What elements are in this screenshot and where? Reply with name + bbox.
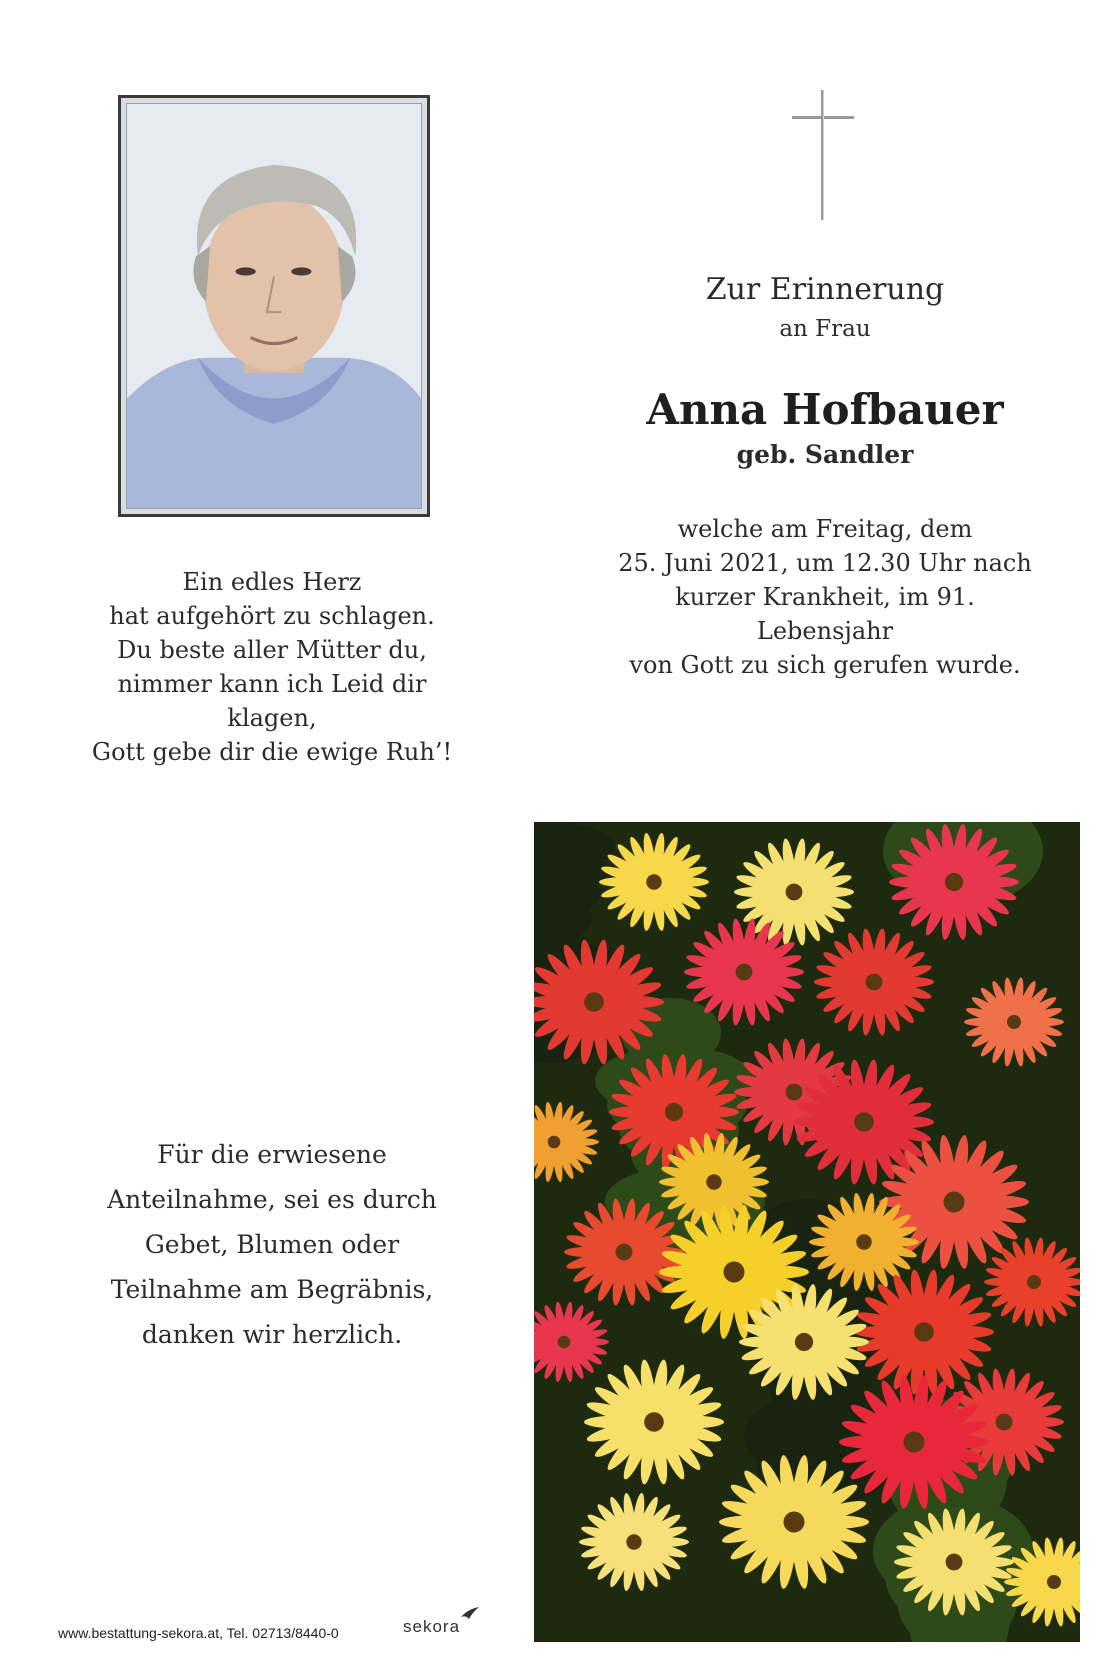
portrait-photo — [126, 103, 422, 509]
deceased-name: Anna Hofbauer — [646, 385, 1004, 434]
death-notice-line: welche am Freitag, dem — [677, 515, 973, 543]
gerbera-flower — [814, 928, 934, 1036]
intro-line-2: an Frau — [779, 316, 871, 342]
gerbera-flower — [534, 1101, 599, 1182]
verse-line: Ein edles Herz — [182, 568, 362, 596]
death-notice-line: 25. Juni 2021, um 12.30 Uhr nach — [618, 549, 1032, 577]
cross-icon — [792, 90, 854, 220]
verse-line: Du beste aller Mütter du, — [117, 636, 427, 664]
verse-line: hat aufgehört zu schlagen. — [109, 602, 435, 630]
thanks-line: Gebet, Blumen oder — [144, 1230, 400, 1259]
thanks-text — [72, 1132, 472, 1357]
verse — [72, 565, 472, 769]
death-notice — [610, 512, 1040, 682]
gerbera-flower — [584, 1359, 724, 1486]
verse-line: nimmer kann ich Leid dir klagen, — [117, 670, 427, 732]
thanks-line: danken wir herzlich. — [141, 1320, 403, 1349]
gerbera-flower — [534, 1301, 609, 1382]
death-notice-line: von Gott zu sich gerufen wurde. — [629, 651, 1021, 679]
verse-line: Gott gebe dir die ewige Ruh’! — [91, 738, 453, 766]
bird-icon — [460, 1605, 480, 1621]
gerbera-flower — [964, 977, 1064, 1067]
portrait-frame — [118, 95, 430, 517]
flower-image — [534, 822, 1080, 1642]
logo-text: sekora — [403, 1617, 461, 1636]
intro-line-1: Zur Erinnerung — [705, 272, 945, 307]
gerbera-flower — [579, 1492, 689, 1591]
footer-contact: www.bestattung-sekora.at, Tel. 02713/8440-0 — [58, 1625, 339, 1641]
death-notice-line: kurzer Krankheit, im 91. Lebensjahr — [675, 583, 975, 645]
thanks-line: Für die erwiesene — [157, 1140, 387, 1169]
maiden-name: geb. Sandler — [736, 440, 914, 469]
thanks-line: Anteilnahme, sei es durch — [107, 1185, 437, 1214]
thanks-line: Teilnahme am Begräbnis, — [110, 1275, 434, 1304]
